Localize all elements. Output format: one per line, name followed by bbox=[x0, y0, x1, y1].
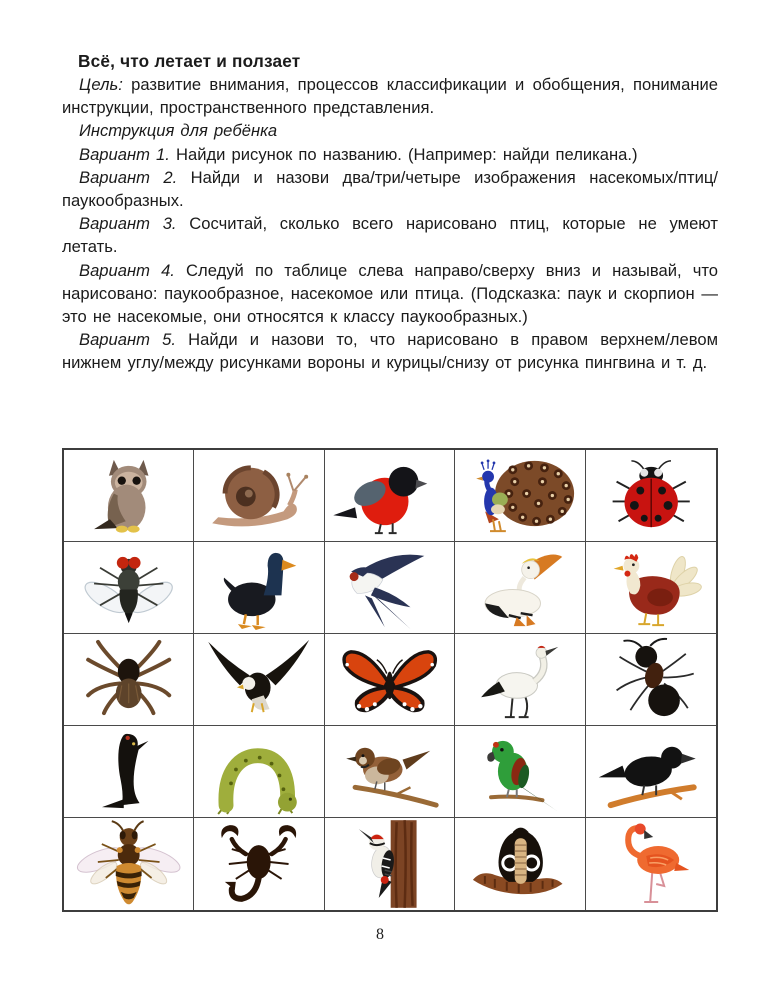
grid-cell-crow bbox=[586, 726, 716, 818]
eagle-icon bbox=[194, 634, 323, 725]
paragraph-variant-1 bbox=[62, 143, 718, 166]
paragraph-text: Найди рисунок по названию. (Например: найди пеликана.) bbox=[176, 144, 638, 164]
hen-icon bbox=[586, 542, 716, 633]
ladybug-icon bbox=[586, 450, 716, 541]
owl-icon bbox=[64, 450, 193, 541]
paragraph-variant-3 bbox=[62, 212, 718, 258]
crane-icon bbox=[455, 634, 584, 725]
paragraph-text: Следуй по таблице слева направо/сверху вниз и называй, что нарисовано: паукообразное, насекомое или птица. (Подсказка: паук и скорпион — это не насекомые, они относятся к классу паукообразных.) bbox=[62, 260, 718, 327]
grid-cell-parrot bbox=[455, 726, 585, 818]
grid-cell-penguin bbox=[64, 726, 194, 818]
paragraph-variant-5 bbox=[62, 328, 718, 374]
paragraph-lead: Инструкция для ребёнка bbox=[79, 121, 278, 141]
spider-icon bbox=[64, 634, 193, 725]
grid-cell-peacock bbox=[455, 450, 585, 542]
animal-grid bbox=[62, 448, 718, 912]
penguin-icon bbox=[64, 726, 193, 817]
paragraph-text: Найди и назови то, что нарисовано в правом верхнем/левом нижнем углу/между рисунками вороны и курицы/снизу от рисунка пингвина и т. д. bbox=[62, 330, 718, 373]
snail-icon bbox=[194, 450, 323, 541]
ant-icon bbox=[586, 634, 716, 725]
paragraph-lead: Вариант 2. bbox=[79, 167, 178, 187]
grid-cell-spider bbox=[64, 634, 194, 726]
paragraph-variant-2 bbox=[62, 166, 718, 212]
paragraph-text: развитие внимания, процессов классификации и обобщения, понимание инструкции, пространственного представления. bbox=[62, 75, 718, 118]
paragraph-lead: Цель: bbox=[79, 75, 123, 94]
paragraph-lead: Вариант 4. bbox=[79, 260, 175, 280]
grid-cell-scorpion bbox=[194, 818, 324, 910]
crow-icon bbox=[586, 726, 716, 817]
paragraph-lead: Вариант 3. bbox=[79, 214, 177, 234]
pelican-icon bbox=[455, 542, 584, 633]
woodpecker-icon bbox=[325, 818, 454, 910]
paragraph-text: Найди и назови два/три/четыре изображения насекомых/птиц/паукообразных. bbox=[62, 167, 718, 211]
instructions-text bbox=[62, 49, 718, 375]
grid-cell-hen bbox=[586, 542, 716, 634]
peacock-icon bbox=[455, 450, 584, 541]
grid-cell-woodpecker bbox=[325, 818, 455, 910]
grid-cell-snail bbox=[194, 450, 324, 542]
grid-cell-eagle bbox=[194, 634, 324, 726]
grid-cell-pelican bbox=[455, 542, 585, 634]
wasp-icon bbox=[64, 818, 193, 910]
goose-icon bbox=[194, 542, 323, 633]
paragraph-lead: Вариант 1. bbox=[79, 144, 170, 164]
swallow-icon bbox=[325, 542, 454, 633]
grid-cell-fly bbox=[64, 542, 194, 634]
bullfinch-icon bbox=[325, 450, 454, 541]
grid-cell-sparrow bbox=[325, 726, 455, 818]
paragraph-text: Сосчитай, сколько всего нарисовано птиц, которые не умеют летать. bbox=[62, 214, 718, 257]
grid-cell-butterfly bbox=[325, 634, 455, 726]
butterfly-icon bbox=[325, 634, 454, 725]
grid-cell-crane bbox=[455, 634, 585, 726]
page-title: Всё, что летает и ползает bbox=[78, 51, 301, 71]
fly-icon bbox=[64, 542, 193, 633]
grid-cell-swallow bbox=[325, 542, 455, 634]
caterpillar-icon bbox=[194, 726, 323, 817]
grid-cell-caterpillar bbox=[194, 726, 324, 818]
flamingo-icon bbox=[586, 818, 716, 910]
grid-cell-cobra bbox=[455, 818, 585, 910]
grid-cell-ladybug bbox=[586, 450, 716, 542]
sparrow-icon bbox=[325, 726, 454, 817]
cobra-icon bbox=[455, 818, 584, 910]
grid-cell-wasp bbox=[64, 818, 194, 910]
scorpion-icon bbox=[194, 818, 323, 910]
grid-cell-ant bbox=[586, 634, 716, 726]
grid-cell-bullfinch bbox=[325, 450, 455, 542]
paragraph-instruction-heading bbox=[62, 119, 718, 142]
parrot-icon bbox=[455, 726, 584, 817]
paragraph-lead: Вариант 5. bbox=[79, 330, 176, 350]
page-number: 8 bbox=[376, 926, 384, 943]
grid-cell-goose bbox=[194, 542, 324, 634]
paragraph-goal bbox=[62, 73, 718, 119]
grid-cell-flamingo bbox=[586, 818, 716, 910]
grid-cell-owl bbox=[64, 450, 194, 542]
paragraph-variant-4 bbox=[62, 259, 718, 329]
